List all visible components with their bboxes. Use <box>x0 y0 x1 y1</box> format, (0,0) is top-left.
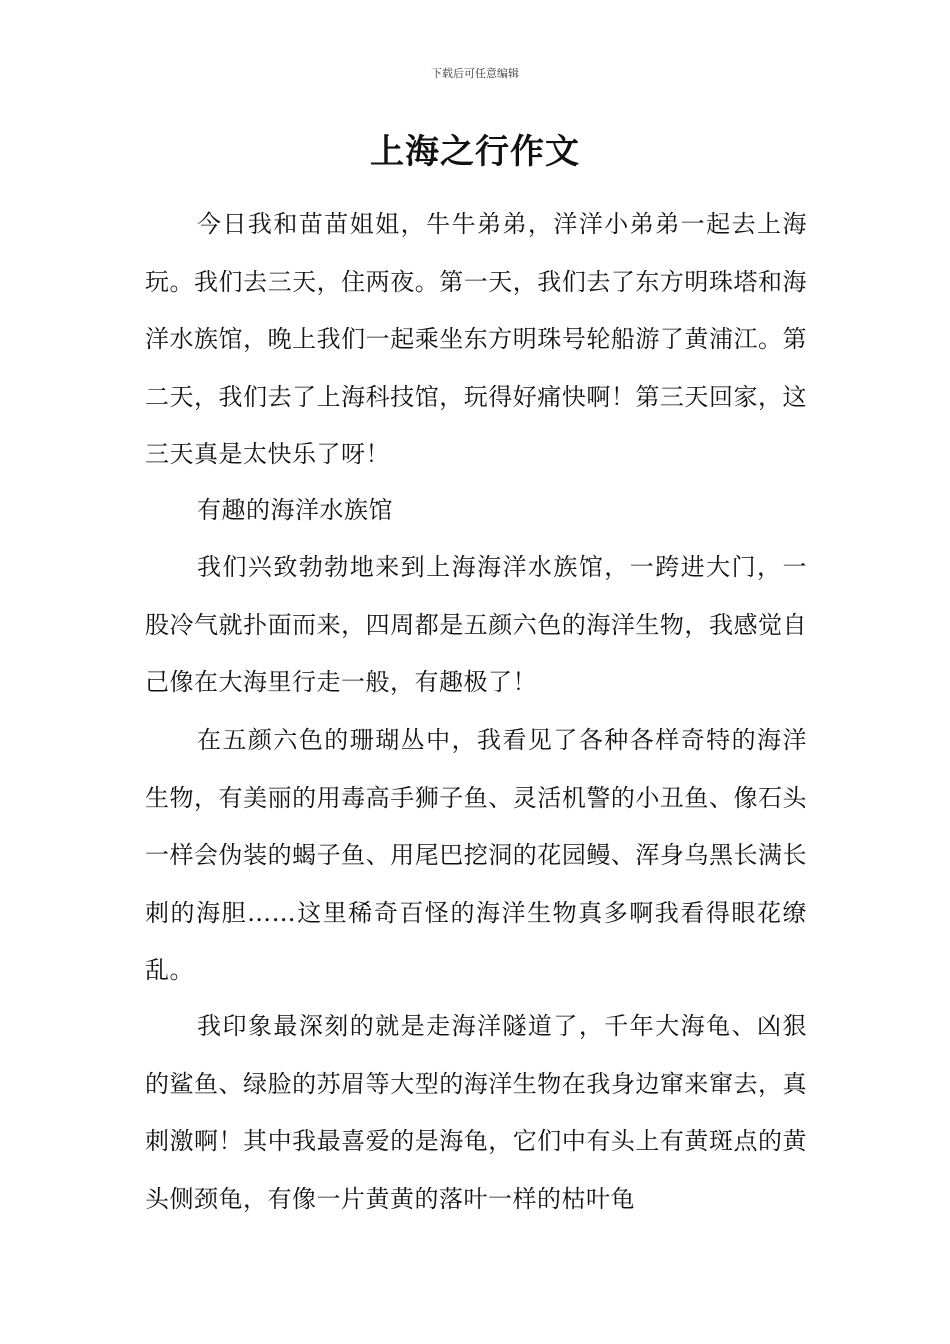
document-title: 上海之行作文 <box>370 132 580 172</box>
paragraph-4: 我印象最深刻的就是走海洋隧道了，千年大海龟、凶狠的鲨鱼、绿脸的苏眉等大型的海洋生物在我身边窜来窜去，真刺激啊！其中我最喜爱的是海龟，它们中有头上有黄斑点的黄头侧颈龟，有像一片黄黄的落叶一样的枯叶龟 <box>145 1012 807 1213</box>
document-body-4 <box>145 998 807 1228</box>
paragraph-1: 今日我和苗苗姐姐，牛牛弟弟，洋洋小弟弟一起去上海玩。我们去三天，住两夜。第一天，我们去了东方明珠塔和海洋水族馆，晚上我们一起乘坐东方明珠号轮船游了黄浦江。第二天，我们去了上海科技馆，玩得好痛快啊！第三天回家，这三天真是太快乐了呀！ <box>145 210 807 468</box>
document-body-subheading <box>145 482 807 540</box>
document-body-3 <box>145 712 807 1000</box>
document-body <box>145 196 807 484</box>
header-note: 下载后可任意编辑 <box>431 67 519 80</box>
paragraph-subheading: 有趣的海洋水族馆 <box>197 496 393 524</box>
paragraph-2: 我们兴致勃勃地来到上海海洋水族馆，一跨进大门，一股冷气就扑面而来，四周都是五颜六色的海洋生物，我感觉自己像在大海里行走一般，有趣极了！ <box>145 553 807 696</box>
document-body-2 <box>145 539 807 712</box>
paragraph-3: 在五颜六色的珊瑚丛中，我看见了各种各样奇特的海洋生物，有美丽的用毒高手狮子鱼、灵活机警的小丑鱼、像石头一样会伪装的蝎子鱼、用尾巴挖洞的花园鳗、浑身乌黑长满长刺的海胆……这里稀奇百怪的海洋生物真多啊我看得眼花缭乱。 <box>145 726 807 984</box>
